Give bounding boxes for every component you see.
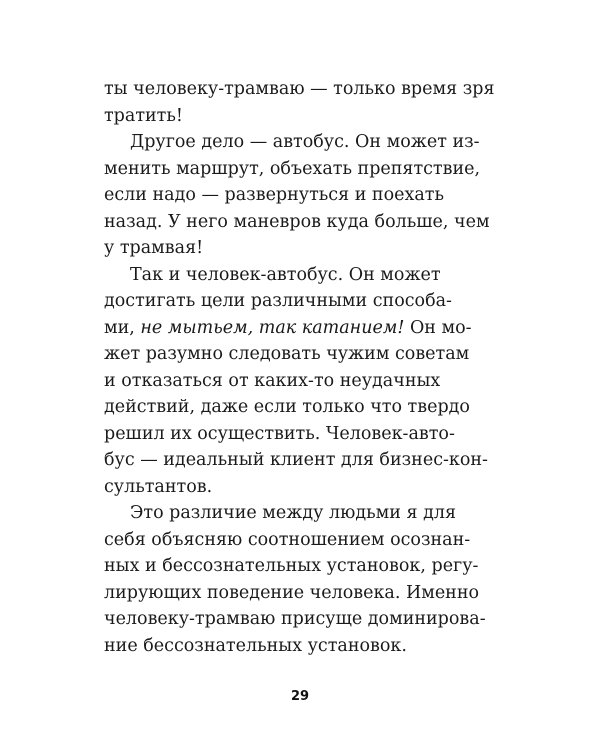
text-line: сультантов. <box>104 476 213 497</box>
text-line: менить маршрут, объехать препятствие, <box>104 158 481 179</box>
text-line: у трамвая! <box>104 238 204 258</box>
text-line: и отказаться от каких-то неудачных <box>104 370 441 391</box>
text-line: Так и человек-автобус. Он может <box>130 264 441 285</box>
text-line: назад. У него маневров куда больше, чем <box>104 211 490 232</box>
text-line: ных и бессознательных установок, регу- <box>104 556 479 576</box>
text-line <box>104 315 504 342</box>
text-line: тратить! <box>104 105 183 126</box>
text-line: человеку-трамваю присуще доминирова- <box>104 609 486 629</box>
page-number: 29 <box>290 689 310 704</box>
text-line: себя объясняю соотношением осознан- <box>104 529 471 550</box>
text-line: ты человеку-трамваю — только время зря <box>104 79 495 99</box>
text-segment: Он мо- <box>404 317 472 338</box>
text-line: решил их осуществить. Человек-авто- <box>104 423 455 444</box>
text-line: бус — идеальный клиент для бизнес-кон- <box>104 450 488 470</box>
text-line: действий, даже если только что твердо <box>104 397 470 417</box>
text-line: Это различие между людьми я для <box>130 503 457 523</box>
text-line: ние бессознательных установок. <box>104 635 407 656</box>
text-line: если надо — развернуться и поехать <box>104 185 444 205</box>
text-segment: ми, <box>104 317 141 338</box>
text-line: достигать цели различными способа- <box>104 291 452 311</box>
text-line: лирующих поведение человека. Именно <box>104 582 480 603</box>
text-line: жет разумно следовать чужим советам <box>104 344 470 364</box>
text-line: Другое дело — автобус. Он может из- <box>130 132 480 152</box>
italic-phrase: не мытьем, так катанием! <box>140 317 405 338</box>
body-text <box>104 76 504 659</box>
